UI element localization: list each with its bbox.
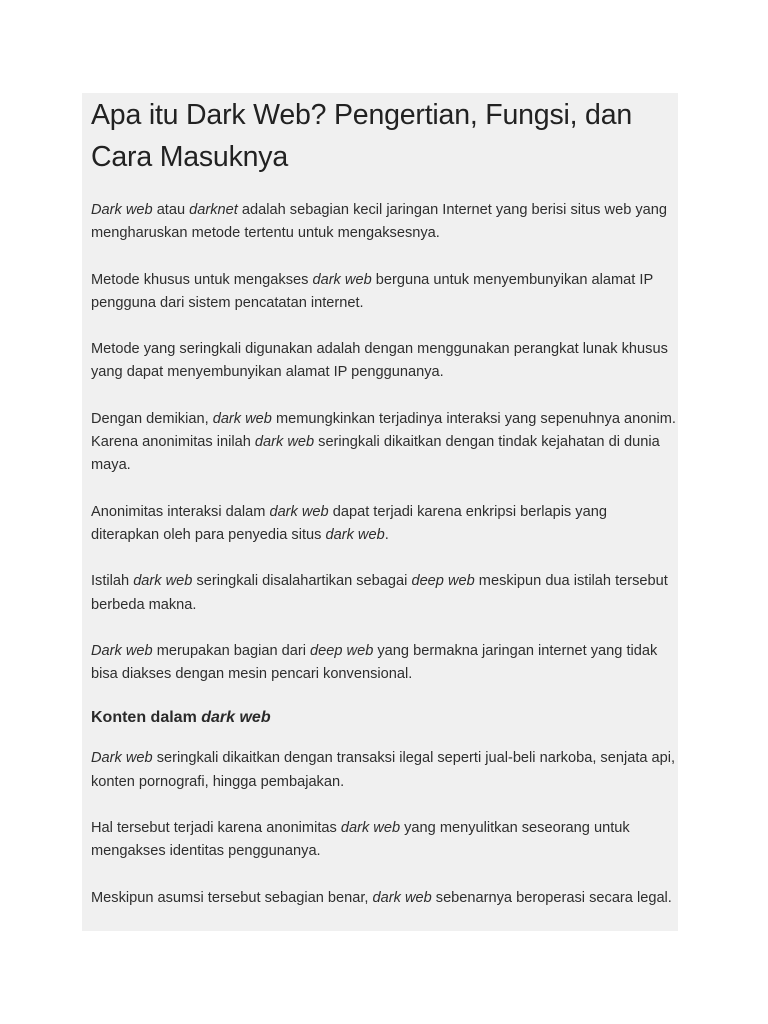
- paragraph-9: [91, 817, 678, 864]
- emphasized-term: dark web: [325, 526, 385, 543]
- text-run: yang menyulitkan seseorang untuk mengakses identitas penggunanya.: [91, 820, 630, 860]
- text-run: dapat terjadi karena enkripsi berlapis yang diterapkan oleh para penyedia situs: [91, 503, 607, 543]
- article-title: Apa itu Dark Web? Pengertian, Fungsi, dan Cara Masuknya: [91, 99, 633, 173]
- text-run: seringkali dikaitkan dengan transaksi ilegal seperti jual-beli narkoba, senjata api, konten pornografi, hingga pembajakan.: [91, 750, 676, 790]
- paragraph-6: [91, 570, 678, 617]
- emphasized-term: Dark web: [91, 202, 153, 218]
- emphasized-term: Dark web: [91, 750, 153, 767]
- emphasized-term: dark web: [372, 889, 432, 906]
- emphasized-term: deep web: [411, 573, 475, 590]
- text-run: seringkali disalahartikan sebagai: [192, 573, 412, 590]
- paragraph-3: [91, 338, 678, 385]
- section-heading: [91, 706, 678, 730]
- text-run: meskipun dua istilah tersebut berbeda makna.: [91, 573, 668, 613]
- section-heading-emphasis: dark web: [201, 709, 271, 727]
- emphasized-term: Dark web: [91, 642, 153, 659]
- text-run: Metode yang seringkali digunakan adalah dengan menggunakan perangkat lunak khusus yang dapat menyembunyikan alamat IP penggunanya.: [91, 341, 668, 381]
- emphasized-term: dark web: [312, 271, 372, 288]
- text-run: seringkali dikaitkan dengan tindak kejahatan di dunia maya.: [91, 434, 660, 474]
- text-run: Istilah: [91, 573, 134, 590]
- paragraph-1: [91, 199, 678, 246]
- emphasized-term: dark web: [254, 434, 315, 451]
- section-heading-prefix: Konten dalam: [91, 709, 202, 727]
- text-run: Anonimitas interaksi dalam: [91, 503, 270, 520]
- emphasized-term: dark web: [269, 503, 329, 520]
- emphasized-term: dark web: [133, 573, 193, 590]
- text-run: memungkinkan terjadinya interaksi yang sepenuhnya anonim. Karena anonimitas inilah: [91, 410, 676, 451]
- paragraph-2: [91, 269, 678, 316]
- paragraph-7: [91, 640, 678, 687]
- text-run: berguna untuk menyembunyikan alamat IP pengguna dari sistem pencatatan internet.: [91, 271, 653, 311]
- paragraph-8: [91, 747, 678, 794]
- paragraph-4: [91, 408, 678, 478]
- article-block: [82, 93, 678, 931]
- text-run: Meskipun asumsi tersebut sebagian benar,: [91, 889, 373, 906]
- text-run: atau: [152, 202, 190, 218]
- text-run: Metode khusus untuk mengakses: [91, 271, 313, 288]
- text-run: adalah sebagian kecil jaringan Internet yang berisi situs web yang mengharuskan metode tertentu untuk mengaksesnya.: [91, 202, 668, 242]
- emphasized-term: dark web: [340, 820, 401, 837]
- text-run: merupakan bagian dari: [152, 642, 311, 659]
- text-run: .: [384, 526, 389, 543]
- text-run: Hal tersebut terjadi karena anonimitas: [91, 820, 341, 837]
- text-run: Dengan demikian,: [91, 410, 213, 427]
- emphasized-term: deep web: [310, 642, 374, 659]
- paragraph-5: [91, 501, 678, 548]
- paragraph-10: [91, 887, 678, 910]
- text-run: sebenarnya beroperasi secara legal.: [431, 889, 672, 906]
- emphasized-term: darknet: [189, 202, 238, 218]
- text-run: yang bermakna jaringan internet yang tidak bisa diakses dengan mesin pencari konvensional.: [91, 642, 658, 683]
- emphasized-term: dark web: [212, 410, 272, 427]
